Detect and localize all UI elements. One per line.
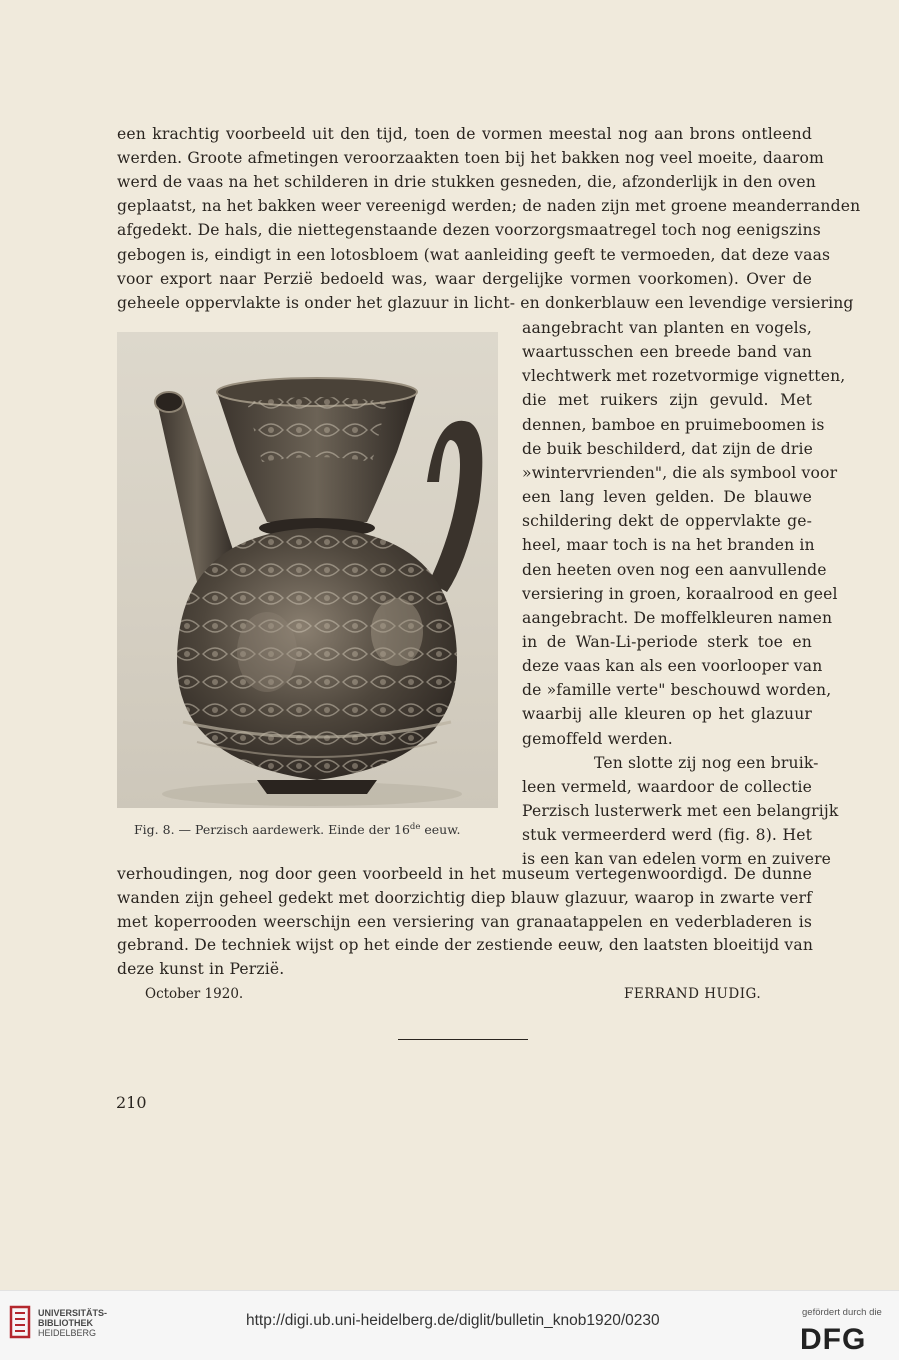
library-line1: UNIVERSITÄTS- bbox=[38, 1308, 108, 1318]
library-line2: BIBLIOTHEK bbox=[38, 1318, 93, 1328]
text-line: aangebracht. De moffelkleuren namen bbox=[522, 608, 833, 627]
text-line: werd de vaas na het schilderen in drie stukken gesneden, die, afzonderlijk in den oven bbox=[117, 173, 816, 192]
text-line: gebrand. De techniek wijst op het einde der zestiende eeuw, den laatsten bloeitijd van bbox=[117, 936, 814, 955]
text-line: deze vaas kan als een voorlooper van bbox=[522, 657, 823, 676]
text-line: deze kunst in Perzië. bbox=[117, 960, 285, 979]
text-line: stuk vermeerderd werd (fig. 8). Het bbox=[522, 826, 812, 845]
text-line: werden. Groote afmetingen veroorzaakten toen bij het bakken nog veel moeite, daarom bbox=[117, 149, 824, 168]
text-line: wanden zijn geheel gedekt met doorzichtig diep blauw glazuur, waarop in zwarte verf bbox=[117, 888, 812, 907]
funded-by-label: gefördert durch die bbox=[802, 1307, 882, 1318]
text-line: met koperrooden weerschijn een versiering van granaatappelen en vederbladeren is bbox=[117, 912, 812, 931]
text-line: versiering in groen, koraalrood en geel bbox=[522, 584, 838, 603]
text-line: waartusschen een breede band van bbox=[522, 343, 812, 362]
text-line: is een kan van edelen vorm en zuivere bbox=[522, 850, 832, 869]
text-line: verhoudingen, nog door geen voorbeeld in het museum vertegenwoordigd. De dunne bbox=[117, 865, 812, 883]
viewer-footer bbox=[0, 1290, 899, 1360]
text-line: gemoffeld werden. bbox=[522, 729, 673, 748]
text-line: heel, maar toch is na het branden in bbox=[522, 536, 815, 555]
text-line: gebogen is, eindigt in een lotosbloem (wat aanleiding geeft te vermoeden, dat deze vaas bbox=[117, 245, 831, 264]
dfg-logo[interactable]: DFG bbox=[800, 1323, 867, 1356]
text-line: de buik beschilderd, dat zijn de drie bbox=[522, 439, 814, 458]
text-line: schildering dekt de oppervlakte ge- bbox=[522, 512, 812, 531]
text-line: geplaatst, na het bakken weer vereenigd werden; de naden zijn met groene meanderranden bbox=[117, 197, 861, 216]
caption-text: Fig. 8. — Perzisch aardewerk. Einde der 16 bbox=[134, 822, 410, 838]
text-line: die met ruikers zijn gevuld. Met bbox=[522, 391, 812, 410]
text-line: den heeten oven nog een aanvullende bbox=[522, 560, 827, 579]
text-line: een krachtig voorbeeld uit den tijd, toen de vormen meestal nog aan brons ontleend bbox=[117, 125, 812, 143]
text-line: in de Wan-Li-periode sterk toe en bbox=[522, 632, 812, 651]
library-line3: HEIDELBERG bbox=[38, 1328, 97, 1338]
closing-rule bbox=[398, 1039, 528, 1040]
text-line: de »famille verte" beschouwd worden, bbox=[522, 681, 832, 700]
ewer-illustration bbox=[117, 332, 498, 808]
page-number: 210 bbox=[116, 1093, 147, 1112]
library-logo-text[interactable] bbox=[38, 1308, 107, 1338]
caption-end: eeuw. bbox=[420, 822, 461, 838]
text-line: waarbij alle kleuren op het glazuur bbox=[522, 705, 812, 724]
text-line: een lang leven gelden. De blauwe bbox=[522, 488, 812, 507]
text-line: »wintervrienden", die als symbool voor bbox=[522, 463, 838, 482]
figure-persian-ewer bbox=[117, 332, 498, 808]
text-line: Perzisch lusterwerk met een belangrijk bbox=[522, 802, 839, 820]
figure-caption bbox=[134, 822, 460, 837]
dateline-author: FERRAND HUDIG. bbox=[624, 986, 762, 1002]
text-line: afgedekt. De hals, die niettegenstaande dezen voorzorgsmaatregel toch nog eenigszins bbox=[117, 221, 821, 240]
text-line: vlechtwerk met rozetvormige vignetten, bbox=[522, 367, 846, 386]
caption-superscript: de bbox=[409, 822, 421, 832]
dateline-date: October 1920. bbox=[145, 986, 244, 1002]
text-line: dennen, bamboe en pruimeboomen is bbox=[522, 415, 825, 434]
permalink-url[interactable]: http://digi.ub.uni-heidelberg.de/diglit/bulletin_knob1920/0230 bbox=[246, 1312, 660, 1329]
library-logo-icon bbox=[9, 1305, 31, 1339]
text-line: voor export naar Perzië bedoeld was, waar dergelijke vormen voorkomen). Over de bbox=[117, 269, 812, 288]
text-line: geheele oppervlakte is onder het glazuur in licht- en donkerblauw een levendige versiering bbox=[117, 293, 854, 312]
text-line: aangebracht van planten en vogels, bbox=[522, 319, 812, 337]
text-line: leen vermeld, waardoor de collectie bbox=[522, 777, 812, 796]
text-line: Ten slotte zij nog een bruik- bbox=[594, 753, 819, 772]
